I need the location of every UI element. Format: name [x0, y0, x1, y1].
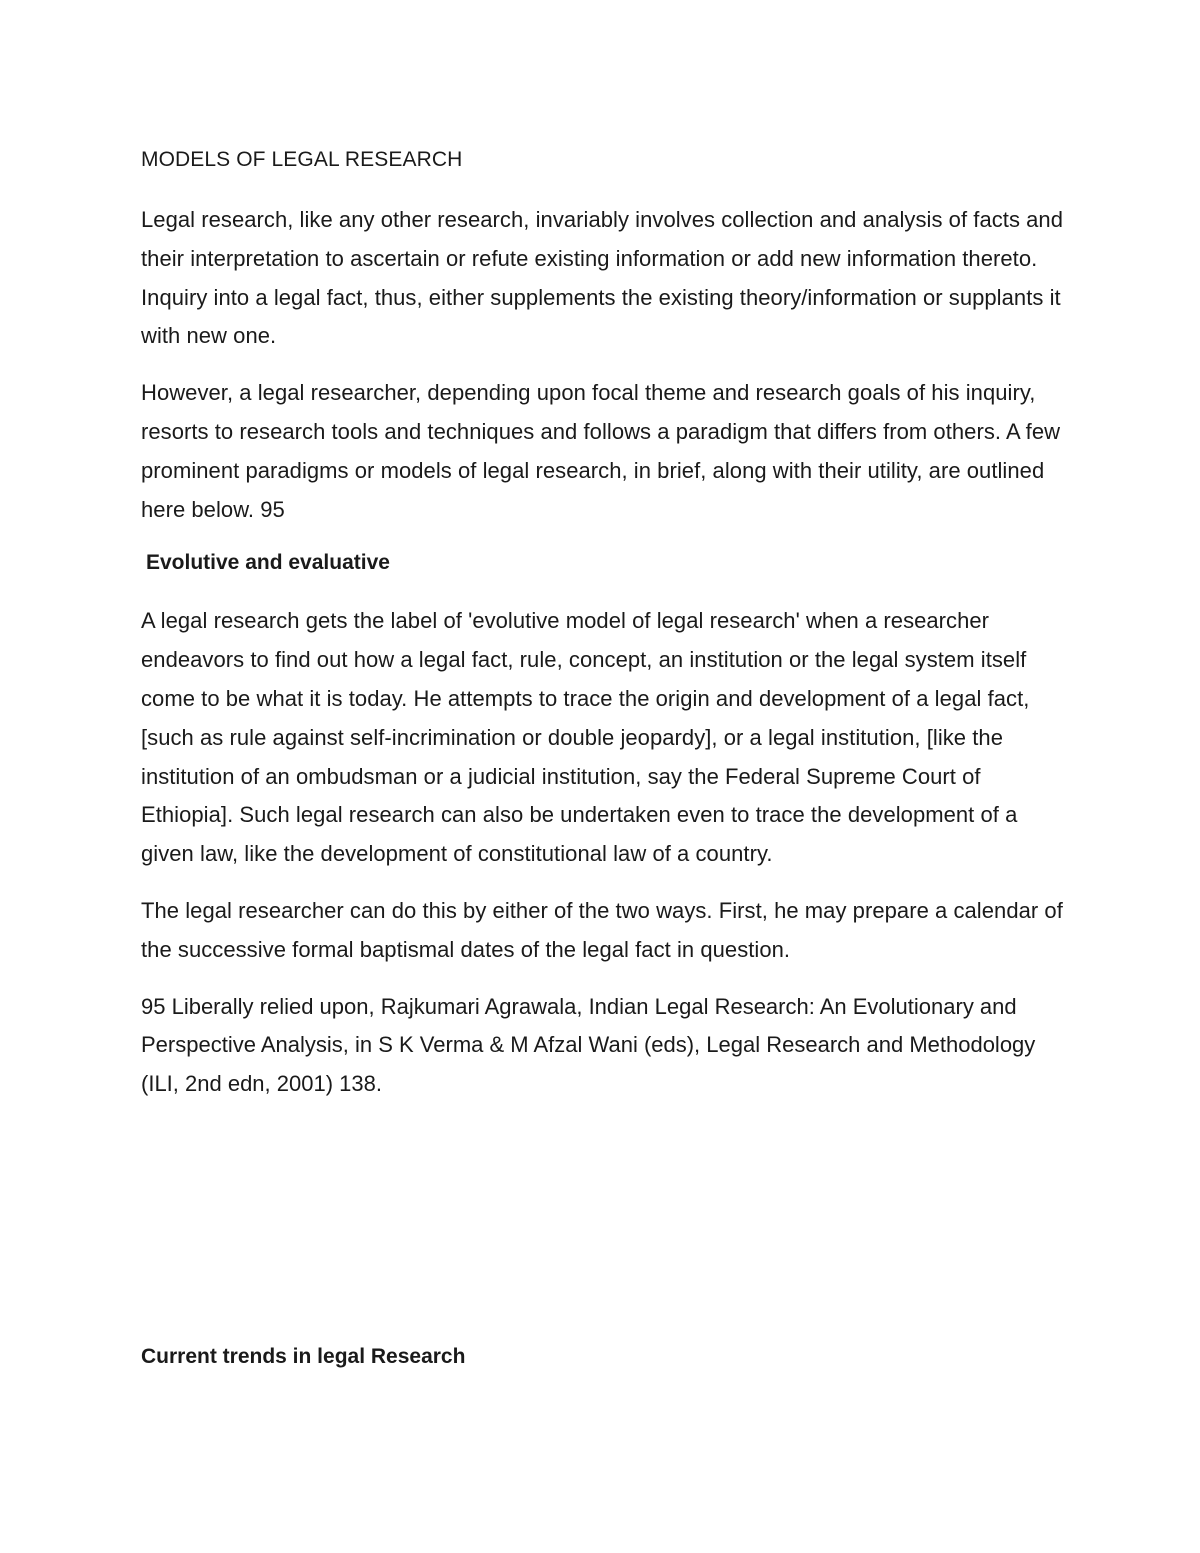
document-body: [141, 144, 1066, 1104]
paragraph-paradigms: However, a legal researcher, depending upon focal theme and research goals of his inquiry, resorts to research tools and techniques and follows a paradigm that differs from others. A few prominent paradigms or models of legal research, in brief, along with their utility, are outlined here below. 95: [141, 380, 1061, 522]
paragraph-two-ways: The legal researcher can do this by either of the two ways. First, he may prepare a calendar of the successive formal baptismal dates of the legal fact in question.: [141, 897, 1063, 962]
section-heading-current-trends: Current trends in legal Research: [141, 1345, 466, 1368]
footnote-95: 95 Liberally relied upon, Rajkumari Agrawala, Indian Legal Research: An Evolutionary and Perspective Analysis, in S K Verma & M Afzal Wani (eds), Legal Research and Methodology (ILI, 2nd edn, 2001) 138.: [141, 993, 1036, 1097]
section-heading-evolutive: Evolutive and evaluative: [146, 551, 390, 575]
paragraph-evolutive-model: A legal research gets the label of 'evolutive model of legal research' when a researcher endeavors to find out how a legal fact, rule, concept, an institution or the legal system itself come to be what it is today. He attempts to trace the origin and development of a legal fact, [such as rule against self-incrimination or double jeopardy], or a legal institution, [like the institution of an ombudsman or a judicial institution, say the Federal Supreme Court of Ethiopia]. Such legal research can also be undertaken even to trace the development of a given law, like the development of constitutional law of a country.: [141, 608, 1030, 867]
paragraph-intro: Legal research, like any other research, invariably involves collection and analysis of facts and their interpretation to ascertain or refute existing information or add new information thereto. Inquiry into a legal fact, thus, either supplements the existing theory/information or supplants it with new one.: [141, 207, 1064, 349]
document-title: MODELS OF LEGAL RESEARCH: [141, 148, 463, 171]
